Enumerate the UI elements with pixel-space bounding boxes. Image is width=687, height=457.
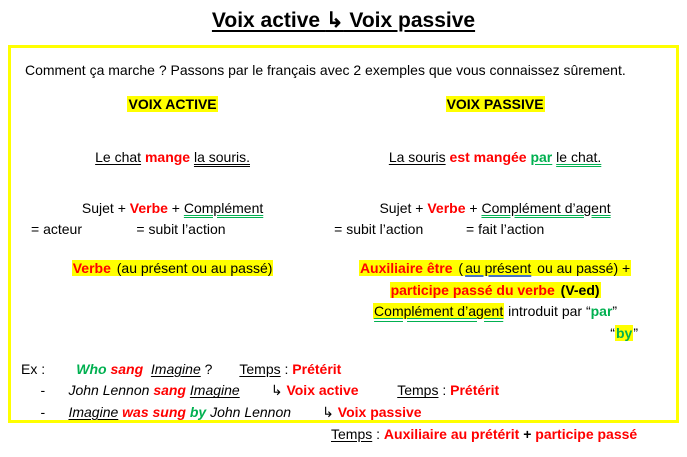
- text-segment: Le chat: [95, 149, 142, 165]
- text-segment: Temps: [331, 425, 373, 442]
- text-segment: :: [280, 360, 293, 377]
- text-segment: [143, 361, 151, 377]
- example-line-4: [21, 424, 666, 446]
- text-segment: Voix active: [286, 382, 359, 399]
- text-segment: -: [21, 404, 69, 421]
- passive-header: [324, 94, 666, 115]
- text-segment: Voix active: [211, 9, 326, 32]
- curved-arrow-icon: ↳: [322, 404, 338, 421]
- text-segment: (au présent ou au passé): [112, 260, 273, 276]
- text-segment: sang: [153, 382, 186, 399]
- text-segment: la souris.: [193, 149, 250, 165]
- text-segment: Complément d’agent: [481, 200, 611, 216]
- text-segment: -: [21, 382, 69, 399]
- active-example-sentence: [21, 147, 324, 168]
- text-segment: Sujet +: [81, 200, 130, 216]
- example-line-1: [21, 359, 666, 381]
- text-segment: “: [610, 325, 615, 342]
- text-segment: Auxiliaire au prétérit: [383, 425, 520, 442]
- passive-header-label: VOIX PASSIVE: [446, 96, 544, 112]
- text-segment: [291, 404, 322, 420]
- curved-arrow-icon: ↳: [325, 9, 344, 32]
- active-rule-block: [21, 258, 324, 345]
- text-segment: John Lennon: [210, 404, 292, 421]
- text-segment: = subit l’action = fait l’action: [334, 221, 545, 237]
- rules-row: [21, 258, 666, 345]
- text-segment: par: [590, 303, 613, 320]
- text-segment: Verbe: [427, 200, 466, 216]
- text-segment: Complément: [183, 200, 264, 216]
- text-segment: Verbe: [72, 260, 111, 276]
- text-segment: Imagine: [189, 382, 240, 399]
- passive-rule-line-4: [324, 323, 666, 345]
- active-formula-block: [21, 184, 324, 240]
- text-segment: Sujet +: [379, 200, 428, 216]
- text-segment: Temps: [397, 382, 439, 399]
- active-header-label: VOIX ACTIVE: [128, 96, 217, 112]
- text-segment: ?: [200, 360, 240, 377]
- text-segment: La souris: [388, 149, 446, 165]
- text-segment: was sung: [122, 404, 186, 421]
- passive-roles: [324, 219, 666, 240]
- text-segment: par: [530, 149, 553, 165]
- text-segment: Complément d’agent: [374, 303, 504, 320]
- text-segment: Temps: [239, 360, 281, 377]
- text-segment: est mangée: [449, 149, 527, 165]
- text-segment: :: [372, 425, 384, 442]
- active-header: [21, 94, 324, 115]
- text-segment: le chat.: [556, 149, 602, 165]
- passive-rule-line-1: [324, 258, 666, 280]
- text-segment: +: [167, 200, 184, 216]
- content-box: [8, 45, 679, 442]
- text-segment: +: [523, 425, 532, 442]
- text-segment: Voix passive: [337, 404, 422, 421]
- text-segment: Imagine: [150, 360, 201, 377]
- passive-formula: [324, 198, 666, 219]
- page-title: [0, 8, 687, 33]
- text-segment: (: [454, 260, 464, 276]
- passive-rule-line-3: [324, 301, 666, 323]
- sentences-row: [21, 131, 666, 168]
- active-roles: [21, 219, 324, 240]
- text-segment: Auxiliaire être: [359, 260, 453, 276]
- example-line-2: [21, 380, 666, 402]
- headers-row: [21, 94, 666, 115]
- text-segment: Prétérit: [292, 360, 342, 377]
- text-segment: by: [615, 325, 633, 342]
- text-segment: mange: [144, 149, 191, 165]
- curved-arrow-icon: ↳: [270, 382, 287, 399]
- active-formula: [21, 198, 324, 219]
- text-segment: ou au passé) +: [533, 260, 631, 276]
- passive-example-sentence: [324, 147, 666, 168]
- text-segment: participe passé: [535, 425, 638, 442]
- text-segment: Ex :: [21, 360, 77, 377]
- text-segment: ”: [633, 325, 638, 342]
- text-segment: introduit par “: [504, 303, 591, 320]
- text-segment: Prétérit: [450, 382, 500, 399]
- active-rule-line-1: [21, 258, 324, 280]
- text-segment: (V-ed): [560, 281, 600, 298]
- examples-section: [21, 359, 666, 446]
- passive-rule-block: [324, 258, 666, 345]
- passive-formula-block: [324, 184, 666, 240]
- text-segment: [240, 382, 271, 398]
- example-line-3: [21, 402, 666, 424]
- text-segment: John Lennon: [68, 382, 154, 399]
- text-segment: Imagine: [68, 404, 119, 421]
- text-segment: sang: [110, 360, 144, 377]
- text-segment: [359, 382, 398, 398]
- text-segment: Verbe: [129, 200, 168, 216]
- text-segment: by: [189, 404, 207, 421]
- text-segment: +: [465, 200, 482, 216]
- text-segment: participe passé du verbe: [390, 281, 559, 298]
- passive-rule-line-2: [324, 280, 666, 302]
- text-segment: :: [438, 382, 451, 399]
- text-segment: au présent: [465, 260, 532, 276]
- text-segment: Voix passive: [343, 9, 476, 32]
- text-segment: Who: [76, 360, 107, 377]
- text-segment: ”: [612, 303, 618, 320]
- intro-text: Comment ça marche ? Passons par le français avec 2 exemples que vous connaissez sûrement.: [25, 62, 626, 78]
- page: [0, 8, 687, 442]
- text-segment: = acteur = subit l’action: [31, 221, 226, 237]
- formula-row: [21, 184, 666, 240]
